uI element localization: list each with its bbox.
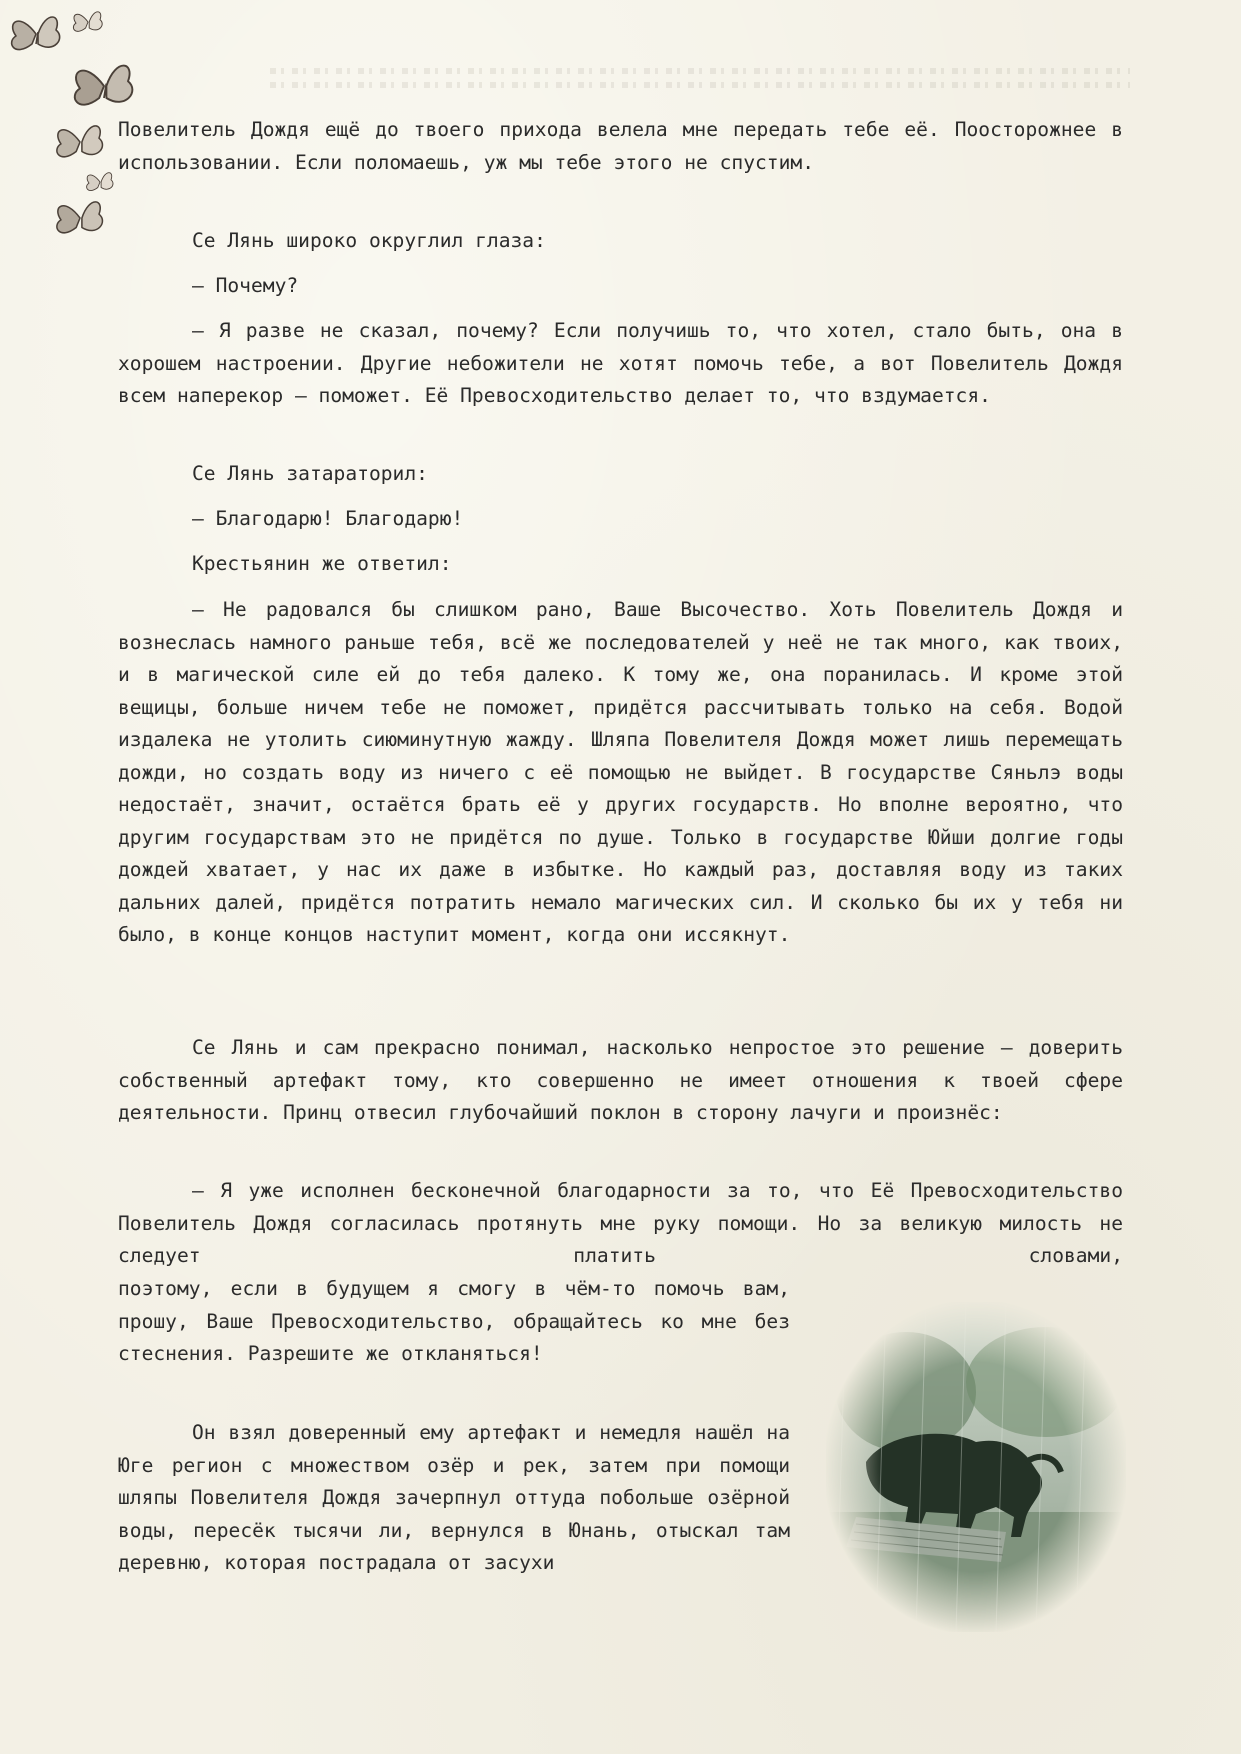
paragraph: Он взял доверенный ему артефакт и немедля нашёл на Юге регион с множеством озёр и рек, затем при помощи шляпы Повелителя Дождя зачерпнул оттуда побольше озёрной воды, пересёк тысячи ли, вернулся в Юнань, отыскал там деревню, которая пострадала от засухи bbox=[118, 1421, 790, 1574]
paragraph: Повелитель Дождя ещё до твоего прихода велела мне передать тебе её. Поосторожнее в использовании. Если поломаешь, уж мы тебе этого не спустим. bbox=[118, 118, 1123, 174]
paragraph: Се Лянь затараторил: bbox=[192, 462, 428, 485]
butterfly-icon bbox=[57, 126, 103, 157]
paragraph: поэтому, если в будущем я смогу в чём-то помочь вам, прошу, Ваше Превосходительство, обращайтесь ко мне без стеснения. Разрешите же откланяться! bbox=[118, 1277, 790, 1365]
paragraph: — Я уже исполнен бесконечной благодарности за то, что Её Превосходительство Повелитель Дождя согласилась протянуть мне руку помощи. Но за великую милость не следует платить словами, bbox=[118, 1179, 1123, 1267]
paragraph: Се Лянь и сам прекрасно понимал, насколько непростое это решение — доверить собственный артефакт тому, кто совершенно не имеет отношения к твоей сфере деятельности. Принц отвесил глубочайший поклон в сторону лачуги и произнёс: bbox=[118, 1036, 1123, 1124]
paragraph: — Не радовался бы слишком рано, Ваше Высочество. Хоть Повелитель Дождя и вознеслась намного раньше тебя, всё же последователей у неё не так много, как твоих, и в магической силе ей до тебя далеко. К тому же, она поранилась. И кроме этой вещицы, больше ничем тебе не поможет, придётся рассчитывать только на себя. Водой издалека не утолить сиюминутную жажду. Шляпа Повелителя Дождя может лишь перемещать дожди, но создать воду из ничего с её помощью не выйдет. В государстве Сяньлэ воды недостаёт, значит, остаётся брать её у других государств. Но вполне вероятно, что другим государствам это не придётся по душе. Только в государстве Юйши долгие годы дождей хватает, у нас их даже в избытке. Но каждый раз, доставляя воду из таких дальних далей, придётся потратить немало магических сил. И сколько бы их у тебя ни было, в конце концов наступит момент, когда они иссякнут. bbox=[118, 598, 1123, 946]
butterfly-icon bbox=[12, 17, 60, 50]
butterfly-icon bbox=[75, 66, 133, 105]
paragraph: Се Лянь широко округлил глаза: bbox=[192, 229, 546, 252]
butterfly-icon bbox=[87, 173, 113, 191]
paragraph: — Почему? bbox=[192, 274, 299, 297]
paragraph: Крестьянин же ответил: bbox=[192, 552, 452, 575]
faint-background-script bbox=[270, 58, 1130, 98]
paragraph: — Благодарю! Благодарю! bbox=[192, 507, 464, 530]
butterfly-icon bbox=[73, 12, 102, 32]
butterfly-icon bbox=[57, 202, 103, 233]
paragraph: — Я разве не сказал, почему? Если получишь то, что хотел, стало быть, она в хорошем настроении. Другие небожители не хотят помочь тебе, а вот Повелитель Дождя всем наперекор — поможет. Её Превосходительство делает то, что вздумается. bbox=[118, 319, 1123, 407]
illustration-buffalo-rain bbox=[826, 1302, 1126, 1632]
